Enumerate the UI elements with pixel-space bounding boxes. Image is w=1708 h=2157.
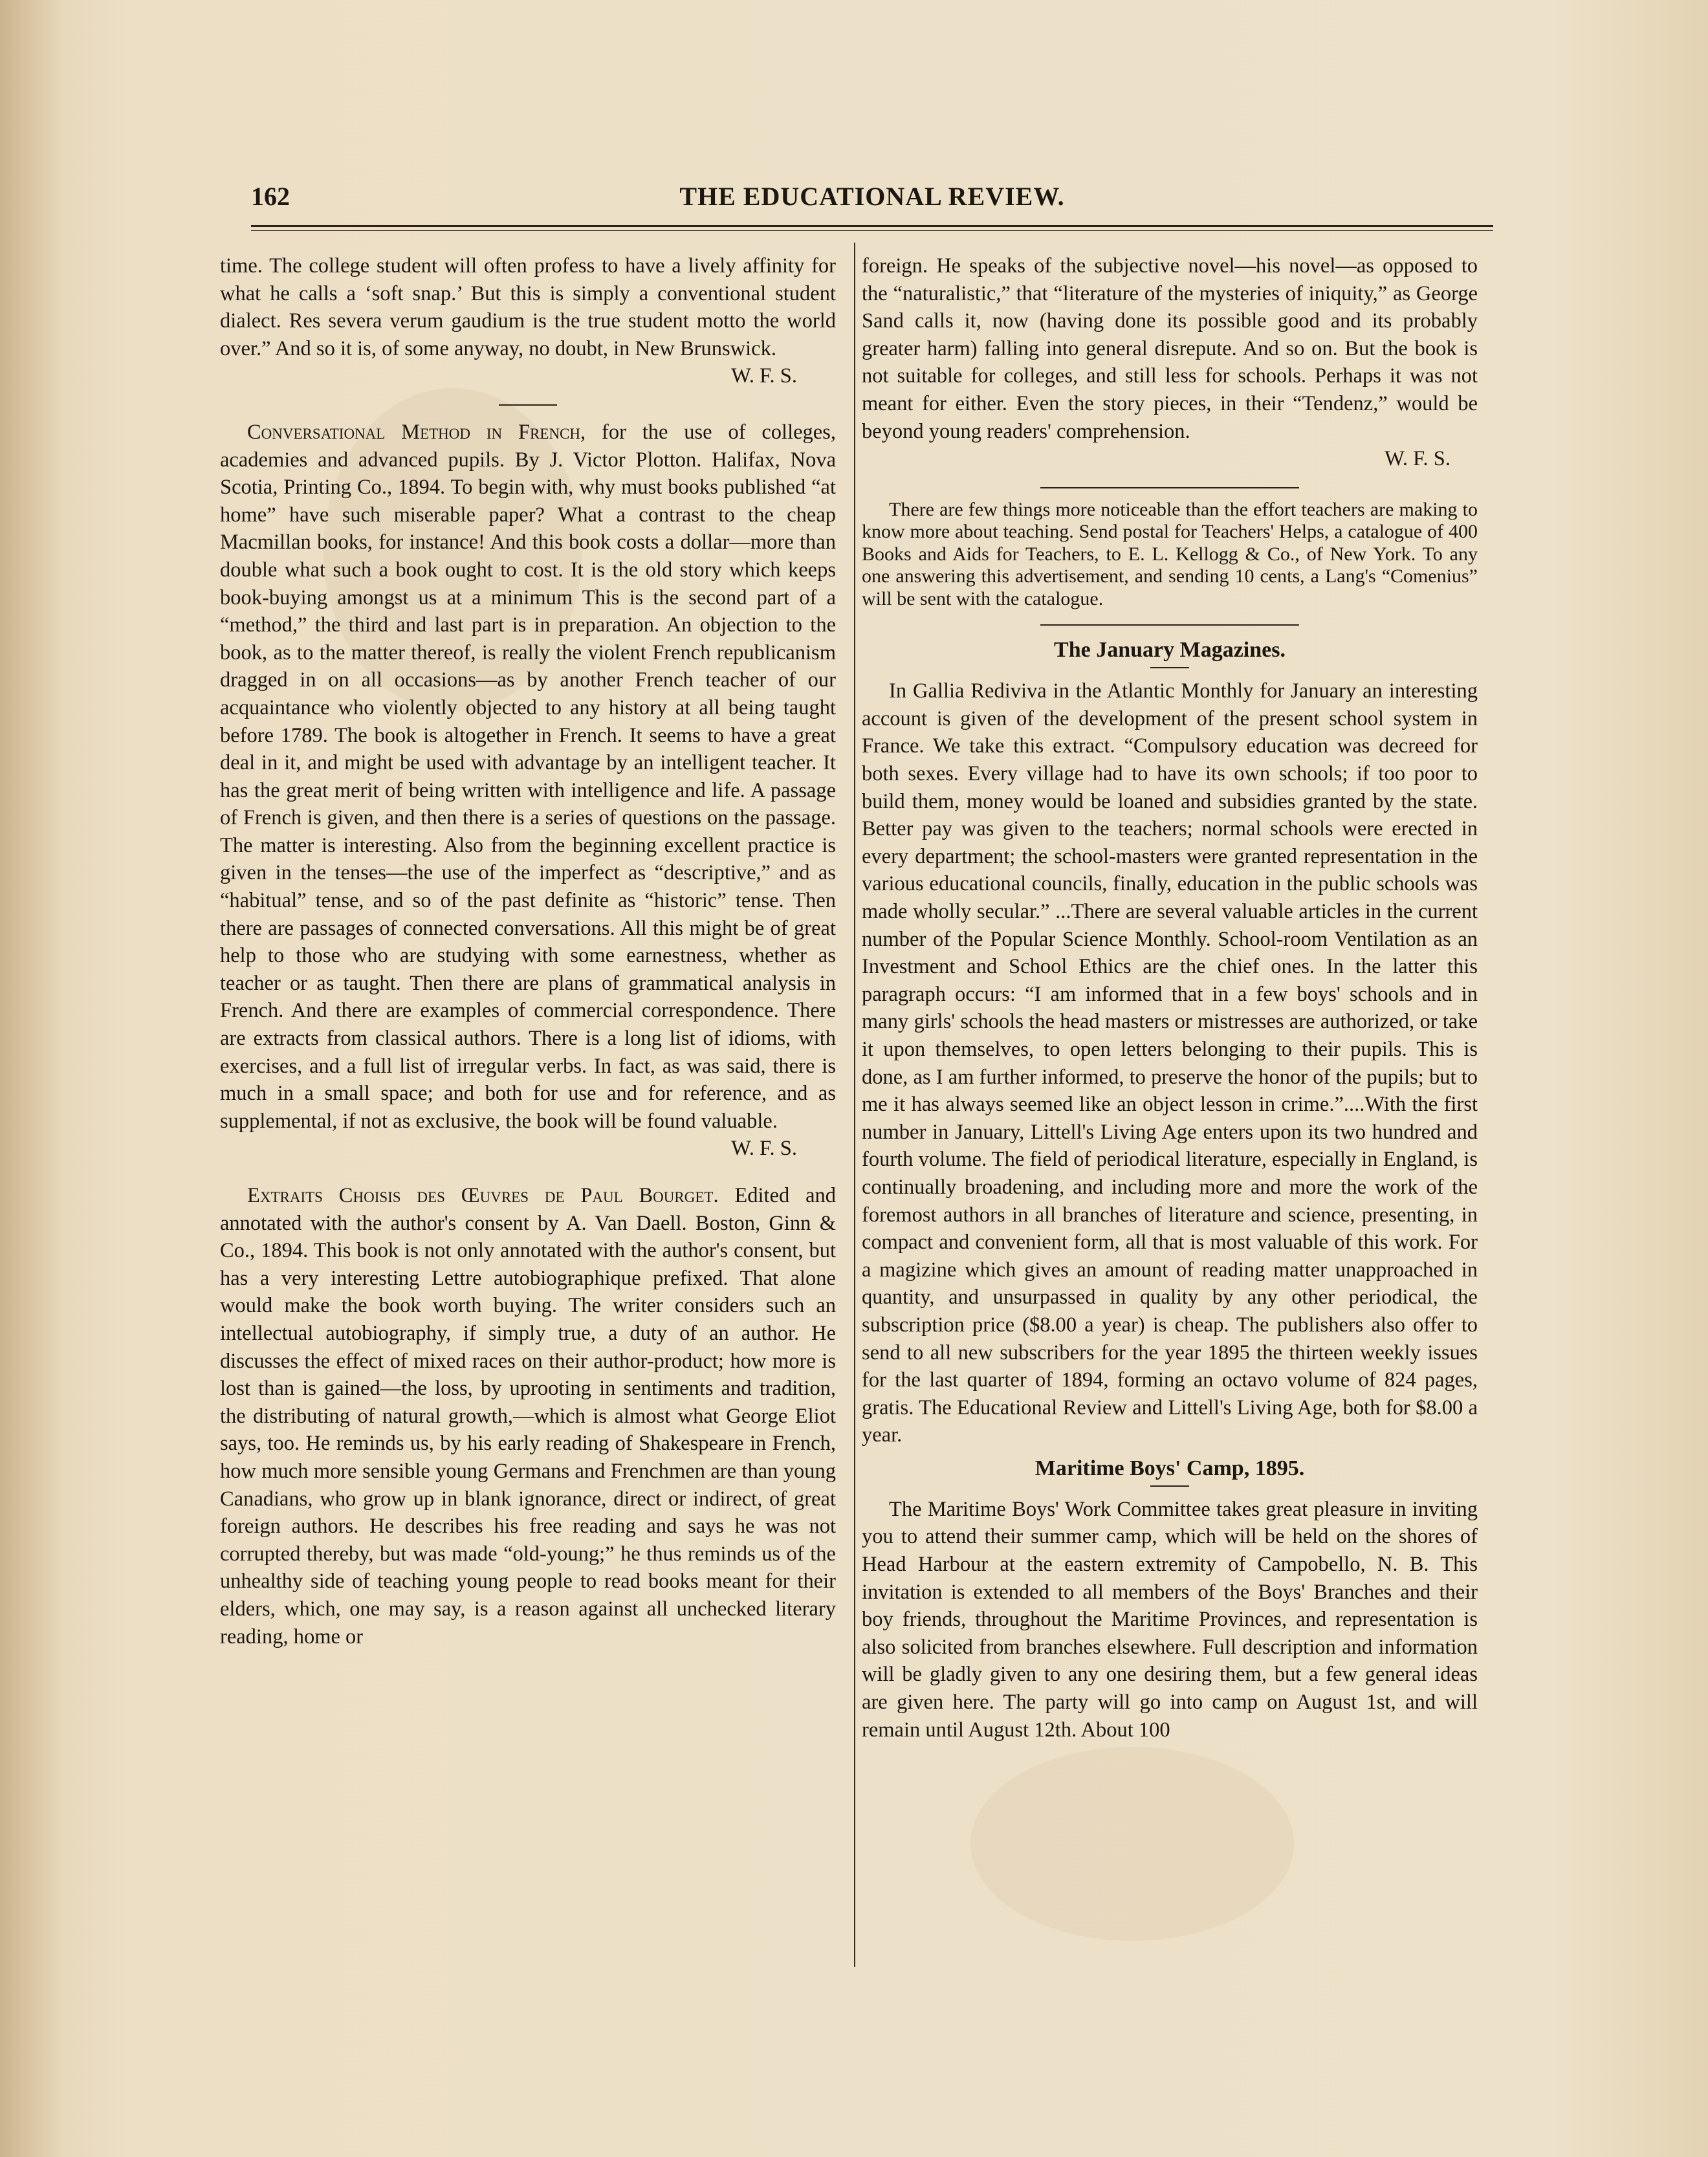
review-conversational-method: [220, 419, 836, 1135]
review-bourget: [220, 1182, 836, 1650]
left-column: [220, 252, 836, 1650]
review-body: Edited and annotated with the author's consent by A. Van Daell. Boston, Ginn & Co., 1894. This book is not only annotated with the author's consent, but has a very interesting Lettre autobiographique prefixed. That alone would make the book worth buying. The writer considers such an intellectual autobiography, if simply true, a duty of an author. He discusses the effect of mixed races on their author-product; how more is lost than is gained—the loss, by uprooting in sentiments and tradition, the distributing of natural growth,—which is almost what George Eliot says, too. He reminds us, by his early reading of Shakespeare in French, how much more sensible young Germans and Frenchmen are than young Canadians, who grow up in blank ignorance, direct or indirect, of great foreign authors. He describes his free reading and says he was not corrupted thereby, but was made “old-young;” he thus reminds us of the unhealthy side of teaching young people to read books meant for their elders, which, one may say, is a reason against all unchecked literary reading, home or: [220, 1184, 836, 1648]
right-column: [862, 252, 1478, 1744]
column-divider: [854, 243, 855, 1967]
magazines-article: In Gallia Rediviva in the Atlantic Monthly for January an interesting account is given of the development of the present school system in France. We take this extract. “Compulsory education was decreed for both sexes. Every village had to have its own schools; if too poor to build them, money would be loaned and subsidies granted by the state. Better pay was given to the teachers; normal schools were erected in every department; the school-masters were granted representation in the various educational councils, finally, education in the public schools was made wholly secular.” ...There are several valuable articles in the current number of the Popular Science Monthly. School-room Ventilation as an Investment and School Ethics are the chief ones. In the latter this paragraph occurs: “I am informed that in a few boys' schools and in many girls' schools the head masters or mistresses are authorized, or take it upon themselves, to open letters belonging to their pupils. This is done, as I am further informed, to preserve the honor of the pupils; but to me it has always seemed like an object lesson in crime.”....With the first number in January, Littell's Living Age enters upon its two hundred and fourth volume. The field of periodical literature, especially in England, is continually broadening, and including more and more the work of the foremost authors in all branches of literature and science, presenting, in compact and convenient form, all that is most valuable of this work. For a magizine which gives an amount of reading matter unapproached in quantity, and unsurpassed in quality by any other periodical, the subscription price ($8.00 a year) is cheap. The publishers also offer to send to all new subscribers for the year 1895 the thirteen weekly issues for the last quarter of 1894, forming an octavo volume of 824 pages, gratis. The Educational Review and Littell's Living Age, both for $8.00 a year.: [862, 679, 1478, 1447]
journal-title: THE EDUCATIONAL REVIEW.: [679, 182, 1065, 211]
page-gutter: [0, 0, 61, 2157]
header-rule: [251, 225, 1493, 227]
heading-maritime-boys-camp: Maritime Boys' Camp, 1895.: [1035, 1456, 1305, 1480]
section-rule: [499, 404, 557, 406]
page-number: 162: [251, 182, 290, 211]
author-signature: W. F. S.: [731, 364, 797, 388]
review-continuation: foreign. He speaks of the subjective novel—his novel—as opposed to the “naturalistic,” that “literature of the mysteries of iniquity,” as George Sand calls it, now (having done its possible good and its probably greater harm) falling into general disrepute. And so on. But the book is not suitable for colleges, and still less for schools. Perhaps it was not meant for either. Even the story pieces, in their “Tendenz,” would be beyond young readers' comprehension.: [862, 254, 1478, 443]
author-signature: W. F. S.: [731, 1137, 797, 1161]
review-title: Conversational Method in French,: [247, 420, 586, 444]
review-body: for the use of colleges, academies and advanced pupils. By J. Victor Plotton. Halifax, Nova Scotia, Printing Co., 1894. To begin with, why must books published “at home” have such miserable paper? What a contrast to the cheap Macmillan books, for instance! And this book costs a dollar—more than double what such a book ought to cost. It is the old story which keeps book-buying amongst us at a minimum This is the second part of a “method,” the third and last part is in preparation. An objection to the book, as to the matter thereof, is really the violent French republicanism dragged in on all occasions—as by another French teacher of our acquaintance who violently objected to any history at all being taught before 1789. The book is altogether in French. It seems to have a great deal in it, and might be used with advantage by an intelligent teacher. It has the great merit of being written with intelligence and life. A passage of French is given, and then there is a series of questions on the passage. The matter is interesting. Also from the beginning excellent practice is given in the tenses—the use of the imperfect as “descriptive,” and as “habitual” tense, and so of the past definite as “historic” tense. Then there are passages of connected conversations. All this might be of great help to those who are studying with some earnestness, whether as teacher or as taught. Then there are plans of grammatical analysis in French. And there are examples of commercial correspondence. There are extracts from classical authors. There is a long list of idioms, with exercises, and a full list of irregular verbs. In fact, as was said, there is much in a small space; and both for use and for reference, and as supplemental, if not as exclusive, the book will be found valuable.: [220, 420, 836, 1133]
page-header: [251, 181, 1493, 220]
kellogg-advertisement: There are few things more noticeable than the effort teachers are making to know more about teaching. Send postal for Teachers' Helps, a catalogue of 400 Books and Aids for Teachers, to E. L. Kellogg & Co., of New York. To any one answering this advertisement, and sending 10 cents, a Lang's “Comenius” will be sent with the catalogue.: [862, 498, 1478, 609]
review-continuation: time. The college student will often profess to have a lively affinity for what he calls a ‘soft snap.’ But this is simply a conventional student dialect. Res severa verum gaudium is the true student motto the world over.” And so it is, of some anyway, no doubt, in New Brunswick.: [220, 254, 836, 360]
heading-rule: [1150, 1485, 1189, 1487]
author-signature: W. F. S.: [1385, 447, 1451, 471]
review-title: Extraits Choisis des Œuvres de Paul Bourget.: [247, 1184, 719, 1207]
section-rule: [1040, 487, 1299, 488]
heading-rule: [1150, 667, 1189, 668]
heading-january-magazines: The January Magazines.: [1054, 638, 1286, 662]
header-rule-thin: [251, 230, 1493, 231]
paper-stain: [970, 1747, 1294, 1941]
section-rule: [1040, 624, 1299, 626]
camp-article: The Maritime Boys' Work Committee takes great pleasure in inviting you to attend their summer camp, which will be held on the shores of Head Harbour at the eastern extremity of Campobello, N. B. This invitation is extended to all members of the Boys' Branches and their boy friends, throughout the Maritime Provinces, and representation is also solicited from branches elsewhere. Full description and information will be gladly given to any one desiring them, but a few general ideas are given here. The party will go into camp on August 1st, and will remain until August 12th. About 100: [862, 1497, 1478, 1742]
